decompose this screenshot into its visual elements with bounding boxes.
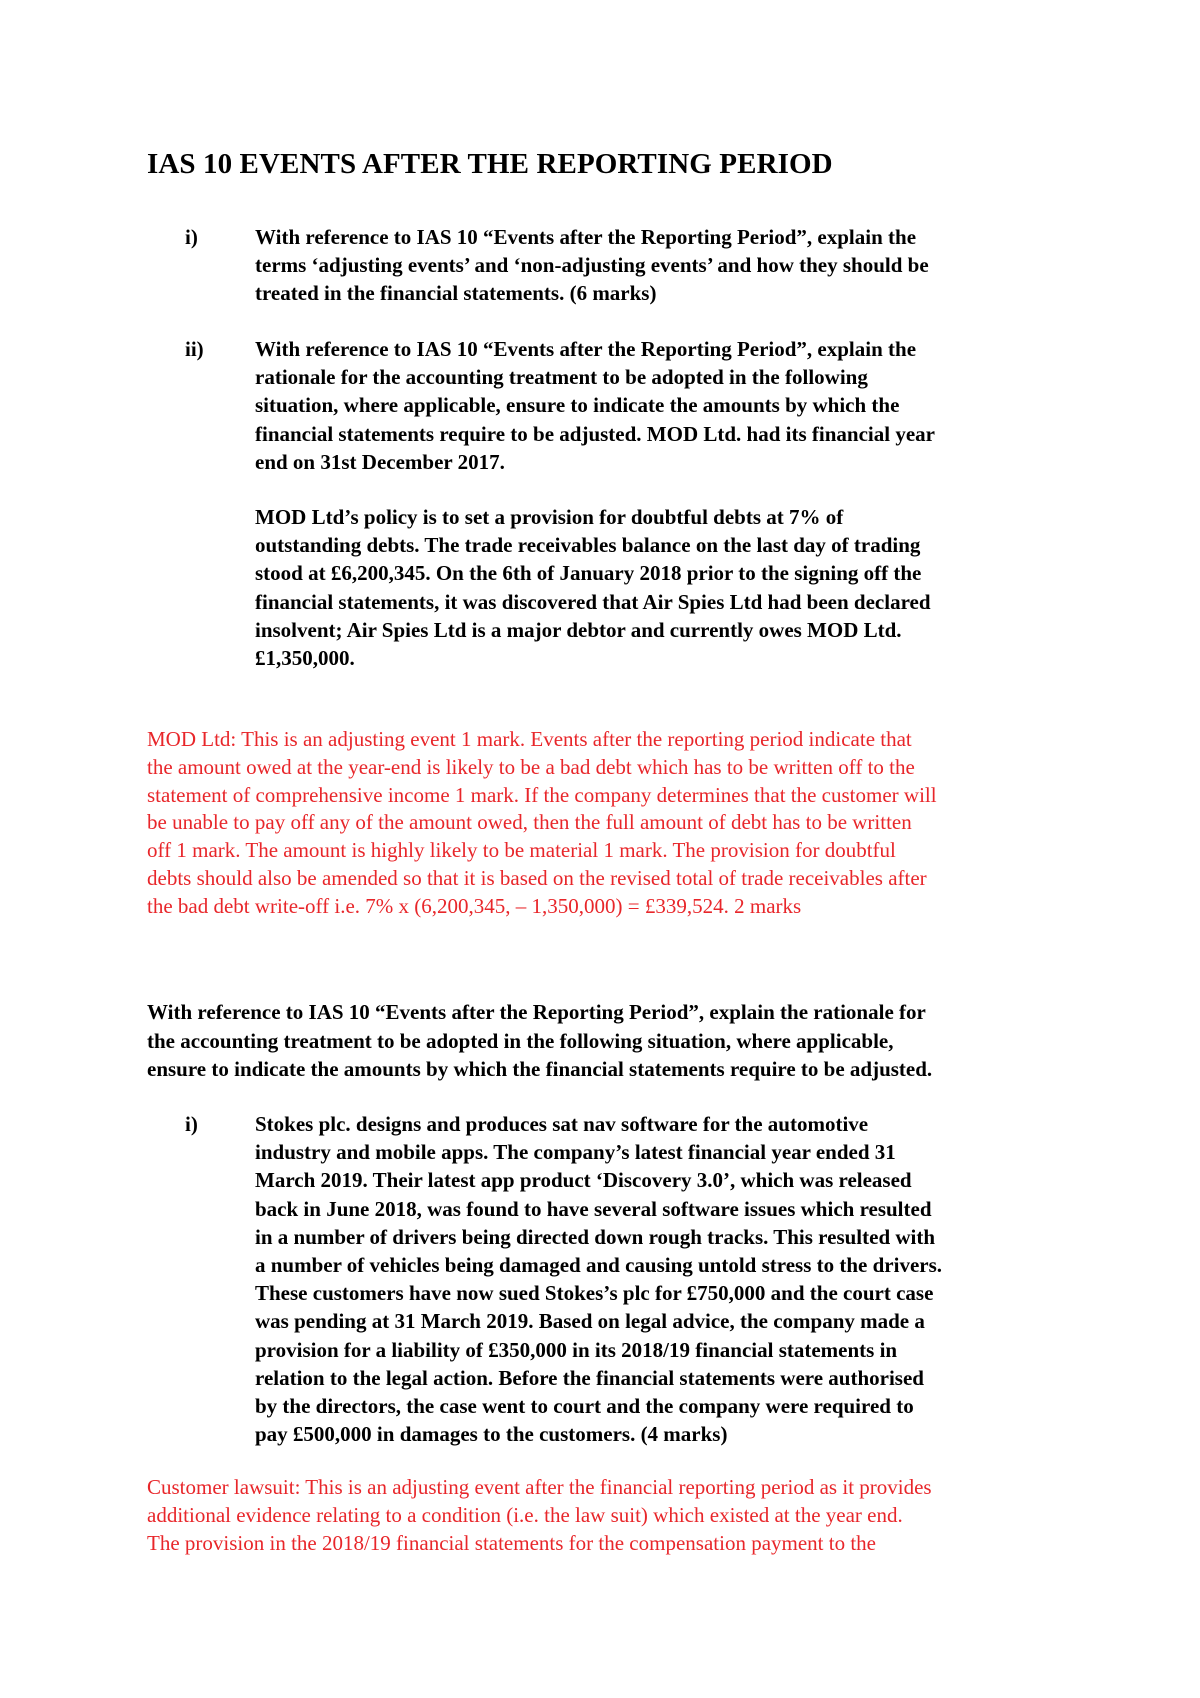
text-line: was pending at 31 March 2019. Based on legal advice, the company made a [255, 1309, 925, 1334]
text-line: outstanding debts. The trade receivables balance on the last day of trading [255, 533, 921, 558]
text-line: end on 31st December 2017. [255, 449, 505, 474]
text-line: financial statements require to be adjusted. MOD Ltd. had its financial year [255, 421, 935, 446]
answer-line: be unable to pay off any of the amount owed, then the full amount of debt has to be written [147, 810, 912, 835]
text-line: With reference to IAS 10 “Events after the Reporting Period”, explain the rationale for [147, 1000, 926, 1024]
answer-line: debts should also be amended so that it is based on the revised total of trade receivables after [147, 865, 927, 890]
text-line: by the directors, the case went to court and the company were required to [255, 1394, 914, 1419]
text-line: Stokes plc. designs and produces sat nav software for the automotive [255, 1112, 869, 1136]
text-line: provision for a liability of £350,000 in its 2018/19 financial statements in [255, 1337, 898, 1362]
document-title: IAS 10 EVENTS AFTER THE REPORTING PERIOD [147, 148, 833, 180]
question-number: i) [185, 1112, 198, 1136]
answer-line: additional evidence relating to a condition (i.e. the law suit) which existed at the year end. [147, 1502, 903, 1527]
text-line: stood at £6,200,345. On the 6th of January 2018 prior to the signing off the [255, 561, 922, 586]
question-number: ii) [185, 337, 204, 361]
text-line: treated in the financial statements. (6 marks) [255, 281, 657, 306]
answer-line: statement of comprehensive income 1 mark. If the company determines that the customer will [147, 782, 937, 807]
text-line: a number of vehicles being damaged and causing untold stress to the drivers. [255, 1253, 943, 1278]
question-text [255, 335, 1055, 476]
text-line: financial statements, it was discovered that Air Spies Ltd had been declared [255, 589, 931, 614]
answer-line: MOD Ltd: This is an adjusting event 1 mark. Events after the reporting period indicate that [147, 727, 912, 751]
text-line: the accounting treatment to be adopted in the following situation, where applicable, [147, 1028, 894, 1053]
text-line: MOD Ltd’s policy is to set a provision for doubtful debts at 7% of [255, 505, 844, 529]
answer-line: The provision in the 2018/19 financial statements for the compensation payment to the [147, 1530, 876, 1555]
answer-line: off 1 mark. The amount is highly likely to be material 1 mark. The provision for doubtful [147, 838, 896, 863]
text-line: With reference to IAS 10 “Events after the Reporting Period”, explain the [255, 225, 917, 249]
text-line: pay £500,000 in damages to the customers. (4 marks) [255, 1422, 728, 1447]
text-line: With reference to IAS 10 “Events after the Reporting Period”, explain the [255, 337, 917, 361]
question-text [255, 223, 1055, 308]
text-line: relation to the legal action. Before the financial statements were authorised [255, 1365, 924, 1390]
answer-line: Customer lawsuit: This is an adjusting event after the financial reporting period as it provides [147, 1475, 932, 1499]
scenario-text [255, 503, 1055, 672]
text-line: back in June 2018, was found to have several software issues which resulted [255, 1196, 932, 1221]
section-intro [147, 998, 1067, 1084]
answer-line: the bad debt write-off i.e. 7% x (6,200,345, – 1,350,000) = £339,524. 2 marks [147, 893, 802, 918]
question-number: i) [185, 225, 198, 249]
answer-line: the amount owed at the year-end is likely to be a bad debt which has to be written off to the [147, 754, 915, 779]
text-line: rationale for the accounting treatment to be adopted in the following [255, 365, 868, 390]
question-text [255, 1110, 1055, 1448]
text-line: ensure to indicate the amounts by which the financial statements require to be adjusted. [147, 1057, 933, 1081]
answer-mod-ltd [147, 726, 1077, 921]
text-line: situation, where applicable, ensure to indicate the amounts by which the [255, 393, 900, 418]
text-line: insolvent; Air Spies Ltd is a major debtor and currently owes MOD Ltd. [255, 617, 902, 642]
text-line: These customers have now sued Stokes’s plc for £750,000 and the court case [255, 1281, 934, 1306]
text-line: £1,350,000. [255, 646, 355, 671]
text-line: terms ‘adjusting events’ and ‘non-adjusting events’ and how they should be [255, 253, 929, 278]
text-line: March 2019. Their latest app product ‘Discovery 3.0’, which was released [255, 1168, 912, 1193]
text-line: industry and mobile apps. The company’s latest financial year ended 31 [255, 1140, 896, 1165]
text-line: in a number of drivers being directed down rough tracks. This resulted with [255, 1224, 936, 1249]
answer-customer-lawsuit [147, 1474, 1077, 1557]
